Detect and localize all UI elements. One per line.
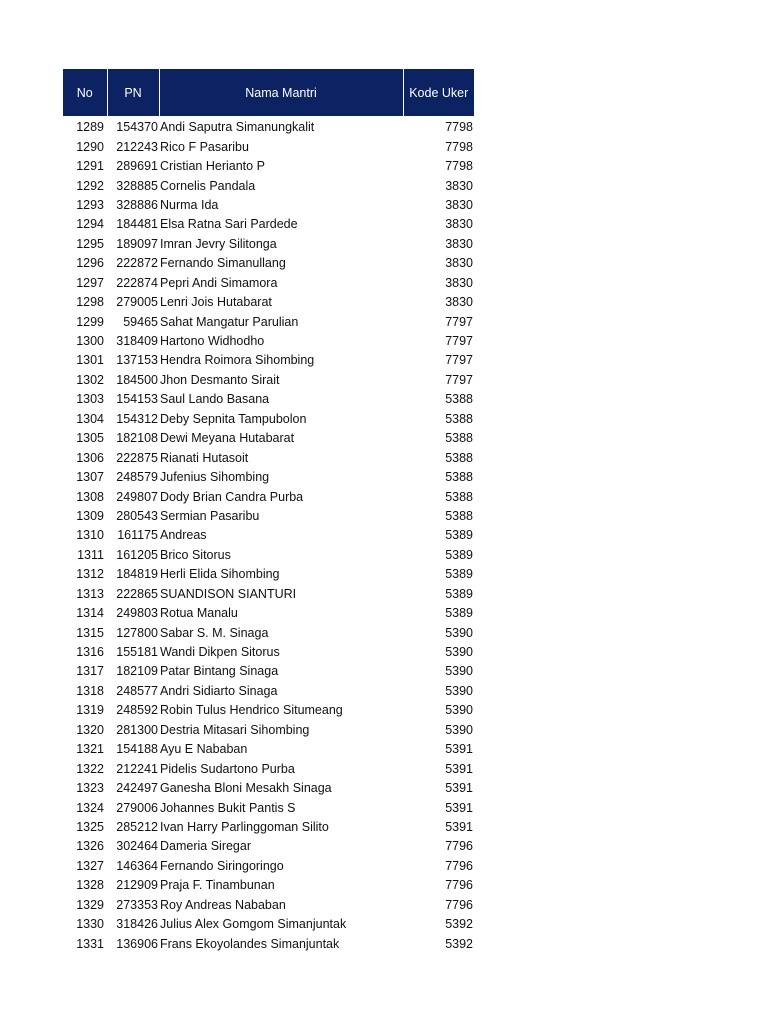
cell-pn: 222865 (116, 586, 158, 601)
cell-nama-mantri: Cristian Herianto P (160, 159, 265, 174)
cell-kode-uker: 5392 (445, 936, 473, 951)
table-row (63, 507, 474, 526)
cell-pn: 302464 (116, 839, 158, 854)
cell-no: 1324 (76, 800, 104, 815)
cell-no: 1320 (76, 722, 104, 737)
cell-nama-mantri: Rico F Pasaribu (160, 139, 249, 154)
cell-nama-mantri: Andreas (160, 528, 207, 543)
table-row (63, 390, 474, 409)
table-row (63, 818, 474, 837)
cell-pn: 212241 (116, 761, 158, 776)
cell-pn: 248577 (116, 683, 158, 698)
table-row (63, 798, 474, 817)
table-row (63, 546, 474, 565)
cell-nama-mantri: Elsa Ratna Sari Pardede (160, 217, 298, 232)
cell-kode-uker: 5388 (445, 411, 473, 426)
cell-nama-mantri: Rotua Manalu (160, 606, 238, 621)
cell-no: 1318 (76, 683, 104, 698)
cell-kode-uker: 3830 (445, 295, 473, 310)
cell-no: 1295 (76, 236, 104, 251)
cell-pn: 279006 (116, 800, 158, 815)
cell-kode-uker: 3830 (445, 256, 473, 271)
cell-nama-mantri: Andi Saputra Simanungkalit (160, 120, 315, 135)
table-row (63, 857, 474, 876)
cell-nama-mantri: Hartono Widhodho (160, 334, 265, 349)
cell-nama-mantri: Dody Brian Candra Purba (160, 489, 304, 504)
cell-kode-uker: 5389 (445, 528, 473, 543)
table-row (63, 643, 474, 662)
cell-nama-mantri: Brico Sitorus (160, 547, 231, 562)
table-row (63, 351, 474, 370)
table-row (63, 740, 474, 759)
table-row (63, 157, 474, 176)
cell-no: 1298 (76, 295, 104, 310)
cell-pn: 184819 (116, 567, 158, 582)
cell-pn: 182109 (116, 664, 158, 679)
cell-pn: 318426 (116, 917, 158, 932)
header-row (63, 69, 474, 116)
cell-no: 1306 (76, 450, 104, 465)
cell-pn: 222875 (116, 450, 158, 465)
cell-no: 1297 (76, 275, 104, 290)
cell-no: 1314 (76, 606, 104, 621)
cell-pn: 279005 (116, 295, 158, 310)
table-row (63, 623, 474, 642)
cell-no: 1312 (76, 567, 104, 582)
cell-no: 1327 (76, 858, 104, 873)
table-row (63, 448, 474, 467)
cell-no: 1316 (76, 645, 104, 660)
table-row (63, 721, 474, 740)
cell-no: 1305 (76, 431, 104, 446)
cell-kode-uker: 3830 (445, 236, 473, 251)
table-row (63, 176, 474, 195)
table-row (63, 701, 474, 720)
cell-kode-uker: 7798 (445, 139, 473, 154)
cell-nama-mantri: Hendra Roimora Sihombing (160, 353, 315, 368)
table-row (63, 682, 474, 701)
cell-kode-uker: 5391 (445, 819, 473, 834)
table-body (63, 116, 474, 954)
cell-pn: 184500 (116, 372, 158, 387)
cell-no: 1321 (76, 742, 104, 757)
cell-kode-uker: 3830 (445, 197, 473, 212)
cell-nama-mantri: Rianati Hutasoit (160, 450, 249, 465)
cell-kode-uker: 5390 (445, 703, 473, 718)
cell-kode-uker: 7797 (445, 314, 473, 329)
cell-nama-mantri: Herli Elida Sihombing (160, 567, 280, 582)
cell-nama-mantri: Ivan Harry Parlinggoman Silito (160, 819, 329, 834)
cell-kode-uker: 5391 (445, 800, 473, 815)
table-row (63, 235, 474, 254)
cell-no: 1330 (76, 917, 104, 932)
cell-kode-uker: 7796 (445, 878, 473, 893)
cell-kode-uker: 5392 (445, 917, 473, 932)
cell-no: 1302 (76, 372, 104, 387)
table-row (63, 565, 474, 584)
cell-pn: 328885 (116, 178, 158, 193)
cell-no: 1331 (76, 936, 104, 951)
cell-no: 1328 (76, 878, 104, 893)
table-row (63, 215, 474, 234)
cell-nama-mantri: Robin Tulus Hendrico Situmeang (160, 703, 343, 718)
cell-pn: 281300 (116, 722, 158, 737)
cell-pn: 280543 (116, 508, 158, 523)
cell-pn: 189097 (116, 236, 158, 251)
cell-nama-mantri: Jhon Desmanto Sirait (160, 372, 280, 387)
table-row (63, 429, 474, 448)
cell-pn: 273353 (116, 897, 158, 912)
cell-kode-uker: 5390 (445, 664, 473, 679)
cell-no: 1291 (76, 159, 104, 174)
table-row (63, 468, 474, 487)
table-row (63, 604, 474, 623)
cell-kode-uker: 5388 (445, 508, 473, 523)
table-row (63, 779, 474, 798)
cell-pn: 184481 (116, 217, 158, 232)
cell-kode-uker: 5390 (445, 645, 473, 660)
cell-pn: 161175 (117, 528, 158, 543)
cell-pn: 154370 (116, 120, 158, 135)
table-row (63, 915, 474, 934)
cell-pn: 127800 (116, 625, 158, 640)
cell-nama-mantri: Julius Alex Gomgom Simanjuntak (160, 917, 347, 932)
cell-no: 1311 (77, 547, 104, 562)
cell-pn: 242497 (116, 781, 158, 796)
cell-no: 1329 (76, 897, 104, 912)
cell-nama-mantri: Dameria Siregar (160, 839, 252, 854)
header-no: No (63, 69, 107, 116)
cell-kode-uker: 5391 (445, 742, 473, 757)
table-row (63, 526, 474, 545)
mantri-table-sheet (63, 69, 474, 954)
cell-nama-mantri: Sermian Pasaribu (160, 508, 260, 523)
cell-kode-uker: 5390 (445, 683, 473, 698)
cell-no: 1323 (76, 781, 104, 796)
table-header (63, 69, 474, 116)
cell-no: 1307 (76, 470, 104, 485)
cell-kode-uker: 3830 (445, 217, 473, 232)
header-nama-mantri: Nama Mantri (159, 69, 403, 116)
table-row (63, 410, 474, 429)
cell-nama-mantri: Saul Lando Basana (160, 392, 270, 407)
cell-kode-uker: 7798 (445, 159, 473, 174)
cell-pn: 248592 (116, 703, 158, 718)
cell-pn: 136906 (116, 936, 158, 951)
table-row (63, 759, 474, 778)
cell-no: 1300 (76, 334, 104, 349)
table-row (63, 371, 474, 390)
cell-kode-uker: 5388 (445, 392, 473, 407)
cell-kode-uker: 7797 (445, 372, 473, 387)
cell-pn: 182108 (116, 431, 158, 446)
table-row (63, 274, 474, 293)
cell-no: 1292 (76, 178, 104, 193)
cell-pn: 154312 (116, 411, 158, 426)
cell-kode-uker: 5390 (445, 625, 473, 640)
table-row (63, 118, 474, 137)
cell-nama-mantri: Andri Sidiarto Sinaga (160, 683, 278, 698)
table-row (63, 896, 474, 915)
cell-pn: 212243 (116, 139, 158, 154)
cell-pn: 222874 (116, 275, 158, 290)
cell-pn: 161205 (116, 547, 158, 562)
cell-nama-mantri: Frans Ekoyolandes Simanjuntak (160, 936, 340, 951)
table-row (63, 254, 474, 273)
cell-no: 1308 (76, 489, 104, 504)
table-row (63, 293, 474, 312)
cell-no: 1325 (76, 819, 104, 834)
cell-kode-uker: 5388 (445, 431, 473, 446)
cell-kode-uker: 7797 (445, 353, 473, 368)
cell-kode-uker: 7796 (445, 897, 473, 912)
table-row (63, 196, 474, 215)
cell-no: 1299 (76, 314, 104, 329)
cell-pn: 289691 (116, 159, 158, 174)
cell-no: 1289 (76, 120, 104, 135)
cell-kode-uker: 7798 (445, 120, 473, 135)
cell-nama-mantri: Deby Sepnita Tampubolon (160, 411, 307, 426)
cell-kode-uker: 5391 (445, 761, 473, 776)
cell-pn: 222872 (116, 256, 158, 271)
cell-nama-mantri: Johannes Bukit Pantis S (160, 800, 296, 815)
cell-kode-uker: 5388 (445, 450, 473, 465)
cell-no: 1309 (76, 508, 104, 523)
cell-kode-uker: 5390 (445, 722, 473, 737)
cell-kode-uker: 5389 (445, 606, 473, 621)
cell-pn: 212909 (116, 878, 158, 893)
cell-nama-mantri: Praja F. Tinambunan (160, 878, 275, 893)
header-pn: PN (107, 69, 159, 116)
cell-pn: 285212 (116, 819, 158, 834)
table-row (63, 487, 474, 506)
cell-kode-uker: 3830 (445, 275, 473, 290)
cell-pn: 137153 (116, 353, 158, 368)
cell-nama-mantri: Wandi Dikpen Sitorus (160, 645, 280, 660)
cell-nama-mantri: Imran Jevry Silitonga (160, 236, 277, 251)
cell-nama-mantri: Jufenius Sihombing (160, 470, 270, 485)
cell-no: 1326 (76, 839, 104, 854)
cell-nama-mantri: Patar Bintang Sinaga (160, 664, 279, 679)
table-row (63, 876, 474, 895)
header-kode-uker: Kode Uker (403, 69, 474, 116)
cell-no: 1317 (76, 664, 104, 679)
cell-kode-uker: 5388 (445, 470, 473, 485)
cell-pn: 154153 (116, 392, 158, 407)
cell-kode-uker: 5388 (445, 489, 473, 504)
table-row (63, 312, 474, 331)
cell-pn: 318409 (116, 334, 158, 349)
cell-pn: 154188 (116, 742, 158, 757)
cell-no: 1293 (76, 197, 104, 212)
table-row (63, 332, 474, 351)
cell-nama-mantri: Cornelis Pandala (160, 178, 256, 193)
cell-kode-uker: 7796 (445, 839, 473, 854)
cell-no: 1319 (76, 703, 104, 718)
cell-nama-mantri: Dewi Meyana Hutabarat (160, 431, 295, 446)
table-row (63, 837, 474, 856)
cell-nama-mantri: Lenri Jois Hutabarat (160, 295, 272, 310)
cell-no: 1313 (76, 586, 104, 601)
cell-kode-uker: 5389 (445, 586, 473, 601)
cell-no: 1322 (76, 761, 104, 776)
mantri-table (63, 69, 474, 954)
table-row (63, 585, 474, 604)
cell-nama-mantri: Ayu E Nababan (160, 742, 248, 757)
cell-kode-uker: 7797 (445, 334, 473, 349)
cell-pn: 248579 (116, 470, 158, 485)
cell-nama-mantri: Fernando Simanullang (160, 256, 286, 271)
cell-no: 1296 (76, 256, 104, 271)
cell-no: 1301 (76, 353, 104, 368)
cell-no: 1310 (76, 528, 104, 543)
cell-kode-uker: 5389 (445, 567, 473, 582)
cell-nama-mantri: Pepri Andi Simamora (160, 275, 278, 290)
cell-no: 1304 (76, 411, 104, 426)
cell-kode-uker: 3830 (445, 178, 473, 193)
table-row (63, 934, 474, 953)
cell-pn: 328886 (116, 197, 158, 212)
cell-nama-mantri: Sahat Mangatur Parulian (160, 314, 299, 329)
cell-no: 1303 (76, 392, 104, 407)
cell-kode-uker: 7796 (445, 858, 473, 873)
cell-nama-mantri: SUANDISON SIANTURI (160, 586, 297, 601)
cell-nama-mantri: Fernando Siringoringo (160, 858, 284, 873)
cell-kode-uker: 5391 (445, 781, 473, 796)
table-row (63, 662, 474, 681)
cell-no: 1294 (76, 217, 104, 232)
cell-nama-mantri: Roy Andreas Nababan (160, 897, 286, 912)
cell-nama-mantri: Pidelis Sudartono Purba (160, 761, 295, 776)
cell-kode-uker: 5389 (445, 547, 473, 562)
cell-pn: 249807 (116, 489, 158, 504)
cell-pn: 146364 (116, 858, 158, 873)
cell-nama-mantri: Nurma Ida (160, 197, 219, 212)
cell-pn: 59465 (123, 314, 158, 329)
cell-pn: 249803 (116, 606, 158, 621)
cell-nama-mantri: Sabar S. M. Sinaga (160, 625, 269, 640)
table-row (63, 137, 474, 156)
cell-nama-mantri: Ganesha Bloni Mesakh Sinaga (160, 781, 332, 796)
cell-nama-mantri: Destria Mitasari Sihombing (160, 722, 310, 737)
cell-pn: 155181 (116, 645, 158, 660)
cell-no: 1315 (76, 625, 104, 640)
cell-no: 1290 (76, 139, 104, 154)
